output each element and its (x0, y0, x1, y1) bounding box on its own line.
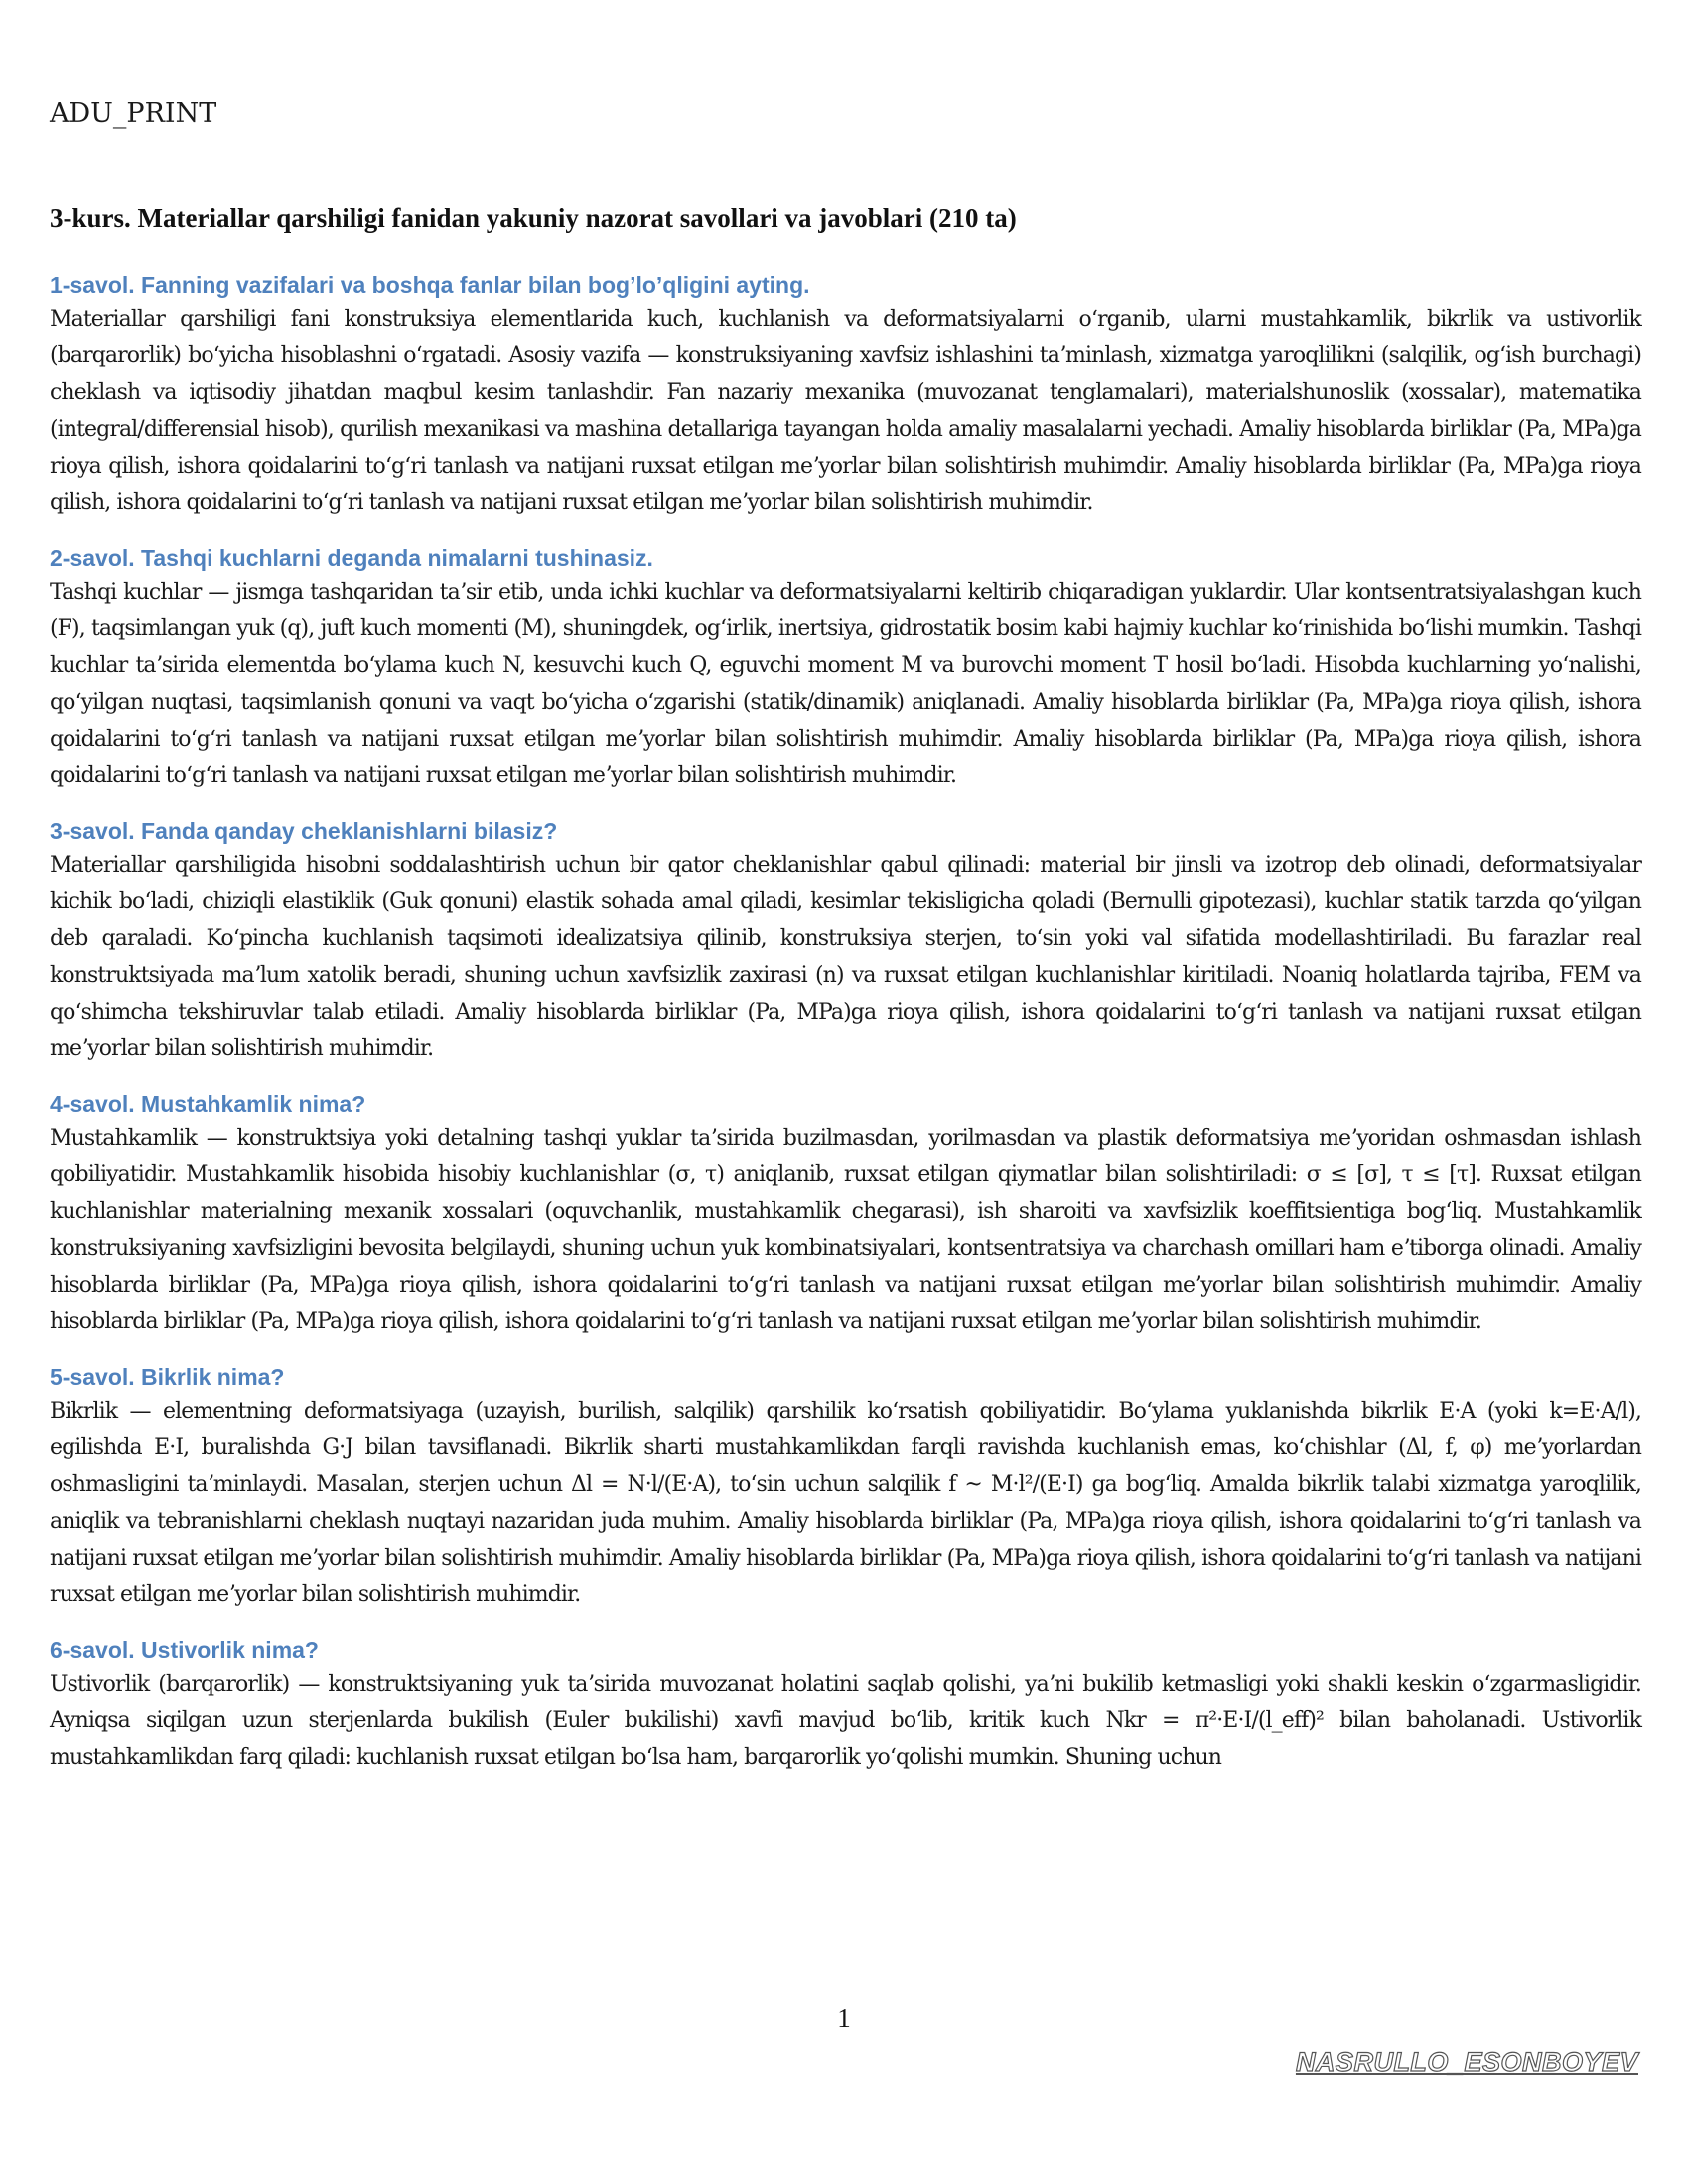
question-answer: Materiallar qarshiligida hisobni soddalashtirish uchun bir qator cheklanishlar qabul qilinadi: material bir jinsli va izotrop deb olinadi, deformatsiyalar kichik boʻladi, chiziqli elastiklik (Guk qonuni) elastik sohada amal qiladi, kesimlar tekisligicha qoladi (Bernulli gipotezasi), kuchlar statik tarzda qoʻyilgan deb qaraladi. Koʻpincha kuchlanish taqsimoti idealizatsiya qilinib, konstruksiya sterjen, toʻsin yoki val sifatida modellashtiriladi. Bu farazlar real konstruktsiyada maʼlum xatolik beradi, shuning uchun xavfsizlik zaxirasi (n) va ruxsat etilgan kuchlanishlar kiritiladi. Noaniq holatlarda tajriba, FEM va qoʻshimcha tekshiruvlar talab etiladi. Amaliy hisoblarda birliklar (Pa, MPa)ga rioya qilish, ishora qoidalarini toʻgʻri tanlash va natijani ruxsat etilgan meʼyorlar bilan solishtirish muhimdir. (50, 853, 1641, 1061)
page-number: 1 (837, 2003, 851, 2033)
question-block (50, 815, 1641, 1067)
author-signature: NASRULLO_ESONBOYEV (1295, 2047, 1638, 2077)
question-answer: Tashqi kuchlar — jismga tashqaridan taʼsir etib, unda ichki kuchlar va deformatsiyalarni keltirib chiqaradigan yuklardir. Ular kontsentratsiyalashgan kuch (F), taqsimlangan yuk (q), juft kuch momenti (M), shuningdek, ogʻirlik, inertsiya, gidrostatik bosim kabi hajmiy kuchlar koʻrinishida boʻlishi mumkin. Tashqi kuchlar taʼsirida elementda boʻylama kuch N, kesuvchi kuch Q, eguvchi moment M va burovchi moment T hosil boʻladi. Hisobda kuchlarning yoʻnalishi, qoʻyilgan nuqtasi, taqsimlanish qonuni va vaqt boʻyicha oʻzgarishi (statik/dinamik) aniqlanadi. Amaliy hisoblarda birliklar (Pa, MPa)ga rioya qilish, ishora qoidalarini toʻgʻri tanlash va natijani ruxsat etilgan meʼyorlar bilan solishtirish muhimdir. Amaliy hisoblarda birliklar (Pa, MPa)ga rioya qilish, ishora qoidalarini toʻgʻri tanlash va natijani ruxsat etilgan meʼyorlar bilan solishtirish muhimdir. (50, 580, 1641, 788)
questions-list (50, 269, 1641, 1797)
question-answer: Mustahkamlik — konstruktsiya yoki detalning tashqi yuklar taʼsirida buzilmasdan, yorilmasdan va plastik deformatsiya meʼyoridan oshmasdan ishlash qobiliyatidir. Mustahkamlik hisobida hisobiy kuchlanishlar (σ, τ) aniqlanib, ruxsat etilgan qiymatlar bilan solishtiriladi: σ ≤ [σ], τ ≤ [τ]. Ruxsat etilgan kuchlanishlar materialning mexanik xossalari (oquvchanlik, mustahkamlik chegarasi), ish sharoiti va xavfsizlik koeffitsientiga bogʻliq. Mustahkamlik konstruksiyaning xavfsizligini bevosita belgilaydi, shuning uchun yuk kombinatsiyalari, kontsentratsiya va charchash omillari ham eʼtiborga olinadi. Amaliy hisoblarda birliklar (Pa, MPa)ga rioya qilish, ishora qoidalarini toʻgʻri tanlash va natijani ruxsat etilgan meʼyorlar bilan solishtirish muhimdir. Amaliy hisoblarda birliklar (Pa, MPa)ga rioya qilish, ishora qoidalarini toʻgʻri tanlash va natijani ruxsat etilgan meʼyorlar bilan solishtirish muhimdir. (50, 1126, 1641, 1334)
question-title: 2-savol. Tashqi kuchlarni deganda nimalarni tushinasiz. (50, 545, 653, 571)
question-title: 3-savol. Fanda qanday cheklanishlarni bilasiz? (50, 818, 558, 844)
question-answer: Materiallar qarshiligi fani konstruksiya elementlarida kuch, kuchlanish va deformatsiyalarni oʻrganib, ularni mustahkamlik, bikrlik va ustivorlik (barqarorlik) boʻyicha hisoblashni oʻrgatadi. Asosiy vazifa — konstruksiyaning xavfsiz ishlashini taʼminlash, xizmatga yaroqlilikni (salqilik, ogʻish burchagi) cheklash va iqtisodiy jihatdan maqbul kesim tanlashdir. Fan nazariy mexanika (muvozanat tenglamalari), materialshunoslik (xossalar), matematika (integral/differensial hisob), qurilish mexanikasi va mashina detallariga tayangan holda amaliy masalalarni yechadi. Amaliy hisoblarda birliklar (Pa, MPa)ga rioya qilish, ishora qoidalarini toʻgʻri tanlash va natijani ruxsat etilgan meʼyorlar bilan solishtirish muhimdir. Amaliy hisoblarda birliklar (Pa, MPa)ga rioya qilish, ishora qoidalarini toʻgʻri tanlash va natijani ruxsat etilgan meʼyorlar bilan solishtirish muhimdir. (50, 307, 1641, 515)
question-block (50, 1634, 1641, 1776)
question-block (50, 1361, 1641, 1613)
document-title: 3-kurs. Materiallar qarshiligi fanidan yakuniy nazorat savollari va javoblari (210 ta) (50, 204, 1017, 233)
question-title: 5-savol. Bikrlik nima? (50, 1364, 285, 1390)
question-block (50, 269, 1641, 521)
question-title: 4-savol. Mustahkamlik nima? (50, 1091, 366, 1117)
page-header: ADU_PRINT (50, 98, 217, 129)
question-answer: Ustivorlik (barqarorlik) — konstruktsiyaning yuk taʼsirida muvozanat holatini saqlab qolishi, yaʼni bukilib ketmasligi yoki shakli keskin oʻzgarmasligidir. Ayniqsa siqilgan uzun sterjenlarda bukilish (Euler bukilishi) xavfi mavjud boʻlib, kritik kuch Nkr = π²·E·I/(l_eff)² bilan baholanadi. Ustivorlik mustahkamlikdan farq qiladi: kuchlanish ruxsat etilgan boʻlsa ham, barqarorlik yoʻqolishi mumkin. Shuning uchun (50, 1672, 1641, 1770)
question-block (50, 1088, 1641, 1340)
question-block (50, 542, 1641, 794)
question-answer: Bikrlik — elementning deformatsiyaga (uzayish, burilish, salqilik) qarshilik koʻrsatish qobiliyatidir. Boʻylama yuklanishda bikrlik E·A (yoki k=E·A/l), egilishda E·I, buralishda G·J bilan tavsiflanadi. Bikrlik sharti mustahkamlikdan farqli ravishda kuchlanish emas, koʻchishlar (Δl, f, φ) meʼyorlardan oshmasligini taʼminlaydi. Masalan, sterjen uchun Δl = N·l/(E·A), toʻsin uchun salqilik f ~ M·l²/(E·I) ga bogʻliq. Amalda bikrlik talabi xizmatga yaroqlilik, aniqlik va tebranishlarni cheklash nuqtayi nazaridan juda muhim. Amaliy hisoblarda birliklar (Pa, MPa)ga rioya qilish, ishora qoidalarini toʻgʻri tanlash va natijani ruxsat etilgan meʼyorlar bilan solishtirish muhimdir. Amaliy hisoblarda birliklar (Pa, MPa)ga rioya qilish, ishora qoidalarini toʻgʻri tanlash va natijani ruxsat etilgan meʼyorlar bilan solishtirish muhimdir. (50, 1399, 1641, 1607)
question-title: 6-savol. Ustivorlik nima? (50, 1637, 319, 1663)
question-title: 1-savol. Fanning vazifalari va boshqa fanlar bilan bog’lo’qligini ayting. (50, 272, 810, 298)
